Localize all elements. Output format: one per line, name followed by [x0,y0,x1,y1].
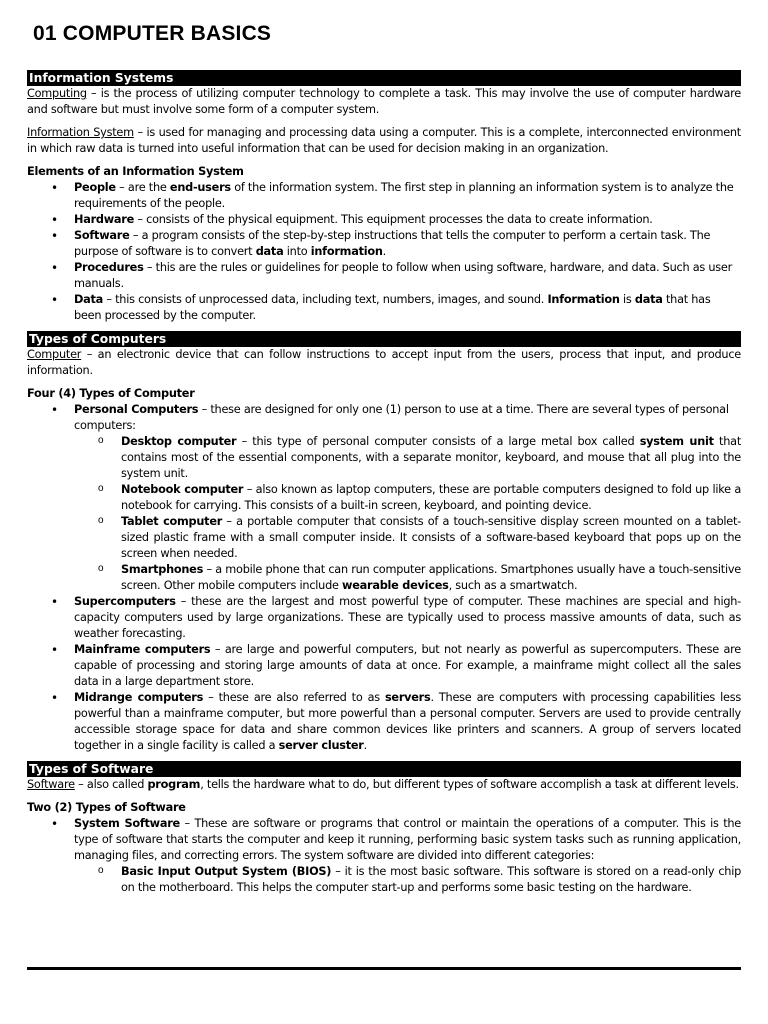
computing-text: – is the process of utilizing computer technology to complete a task. This may involve the use of computer hardware and software but must involve some form of a computer system. [27,87,741,116]
software-def-text-a: – also called [74,778,148,791]
end-users-term: end-users [169,181,231,194]
system-unit-term: system unit [639,435,714,448]
list-item-bios [121,864,741,896]
information-system-text: – is used for managing and processing data using a computer. This is a complete, interconnected environment in which raw data is turned into useful information that can be used for decision making in an organization. [27,126,741,155]
software-types-list [27,816,741,896]
tablet-term: Tablet computer [121,515,223,528]
list-item-midrange [74,690,741,754]
list-item-supercomputers [74,594,741,642]
data-bold: data [634,293,663,306]
list-item-data [74,292,741,324]
bios-text: – it is the most basic software. This software is stored on a read-only chip on the motherboard. This helps the computer start-up and performs some basic testing on the hardware. [121,865,741,894]
desktop-text-a: – this type of personal computer consists of a large metal box called [236,435,640,448]
smartphones-text-c: , such as a smartwatch. [448,579,578,592]
information-term: information [310,245,383,258]
personal-computer-types [74,434,741,594]
server-cluster-term: server cluster [278,739,364,752]
software-term: Software [74,229,130,242]
software-text-e: . [382,245,386,258]
system-software-categories [74,864,741,896]
software-text-a: – a program consists of the step-by-step instructions that tells the computer to perform a certain task. The purpose of software is to convert [74,229,711,258]
section-header-types-of-software: Types of Software [27,761,741,777]
software-definition [27,777,741,793]
system-software-text: – These are software or programs that control or maintain the operations of a computer. This is the type of software that starts the computer and keep it running, performing basic system tasks such as running application, managing files, and correcting errors. The system software are divided into different categories: [74,817,741,862]
system-software-term: System Software [74,817,180,830]
computer-definition [27,347,741,379]
tablet-text: – a portable computer that consists of a touch-sensitive display screen mounted on a tablet-sized plastic frame with a small computer inside. It consists of a software-based keyboard that pops up on the screen when needed. [121,515,741,560]
software-def-term: Software [27,778,75,791]
servers-term: servers [384,691,431,704]
pc-term: Personal Computers [74,403,199,416]
procedures-term: Procedures [74,261,144,274]
information-system-term: Information System [27,126,134,139]
document-body [27,70,741,896]
smartphones-text-a: – a mobile phone that can run computer applications. Smartphones usually have a touch-sensitive screen. Other mobile computers include [121,563,741,592]
computing-definition [27,86,741,118]
notebook-term: Notebook computer [121,483,244,496]
list-item-software [74,228,741,260]
list-item-tablet [121,514,741,562]
list-item-mainframe [74,642,741,690]
data-text-a: – this consists of unprocessed data, including text, numbers, images, and sound. [103,293,548,306]
list-item-personal-computers [74,402,741,594]
people-term: People [74,181,116,194]
section-header-types-of-computers: Types of Computers [27,331,741,347]
desktop-term: Desktop computer [121,435,237,448]
program-term: program [147,778,201,791]
data-text-c: is [619,293,635,306]
smartphones-term: Smartphones [121,563,204,576]
midrange-text-a: – these are also referred to as [203,691,385,704]
hardware-text: – consists of the physical equipment. This equipment processes the data to create information. [134,213,653,226]
software-def-text-c: , tells the hardware what to do, but different types of software accomplish a task at different levels. [200,778,739,791]
notebook-text: – also known as laptop computers, these are portable computers designed to fold up like a notebook for carrying. This consists of a built-in screen, keyboard, and pointing device. [121,483,742,512]
mainframe-text: – are large and powerful computers, but not nearly as powerful as supercomputers. These are capable of processing and storing large amounts of data at once. For example, a mainframe might collect all the sales data in a large department store. [74,643,741,688]
elements-list [27,180,741,324]
computer-types-list [27,402,741,754]
procedures-text: – this are the rules or guidelines for people to follow when using software, hardware, and data. Such as user manuals. [74,261,733,290]
desktop-text-c: that contains most of the essential components, with a separate monitor, keyboard, and mouse that all plug into the system unit. [121,435,741,480]
list-item-hardware [74,212,741,228]
four-types-heading: Four (4) Types of Computer [27,387,195,400]
supercomputers-term: Supercomputers [74,595,176,608]
people-text-c: of the information system. The first step in planning an information system is to analyze the requirements of the people. [74,181,734,210]
pc-text: – these are designed for only one (1) person to use at a time. There are several types of personal computers: [74,403,729,432]
information-system-definition [27,125,741,157]
midrange-text-c: . These are computers with processing capabilities less powerful than a mainframe computer, but more powerful than a personal computer. Servers are used to provide centrally accessible storage space for data and share common devices like printers and scanners. A group of servers located together in a single facility is called a [74,691,741,752]
computing-term: Computing [27,87,87,100]
elements-heading: Elements of an Information System [27,165,244,178]
list-item-people [74,180,741,212]
data-text-e: that has been processed by the computer. [74,293,711,322]
footer-divider [27,967,741,970]
list-item-smartphones [121,562,741,594]
section-header-information-systems: Information Systems [27,70,741,86]
information-bold: Information [547,293,620,306]
bios-term: Basic Input Output System (BIOS) [121,865,332,878]
list-item-system-software [74,816,741,896]
midrange-text-e: . [363,739,367,752]
mainframe-term: Mainframe computers [74,643,211,656]
list-item-procedures [74,260,741,292]
list-item-notebook [121,482,741,514]
midrange-term: Midrange computers [74,691,204,704]
computer-text: – an electronic device that can follow instructions to accept input from the users, process that input, and produce information. [27,348,741,377]
people-text-a: – are the [115,181,170,194]
data-term-heading: Data [74,293,104,306]
supercomputers-text: – these are the largest and most powerful type of computer. These machines are special and high-capacity computers used by large organizations. These are typically used to process massive amounts of data, such as weather forecasting. [74,595,741,640]
wearable-devices-term: wearable devices [342,579,449,592]
software-text-c: into [283,245,311,258]
two-types-heading: Two (2) Types of Software [27,801,186,814]
list-item-desktop [121,434,741,482]
computer-term: Computer [27,348,82,361]
page-title: 01 COMPUTER BASICS [33,22,272,45]
hardware-term: Hardware [74,213,135,226]
data-term: data [255,245,284,258]
